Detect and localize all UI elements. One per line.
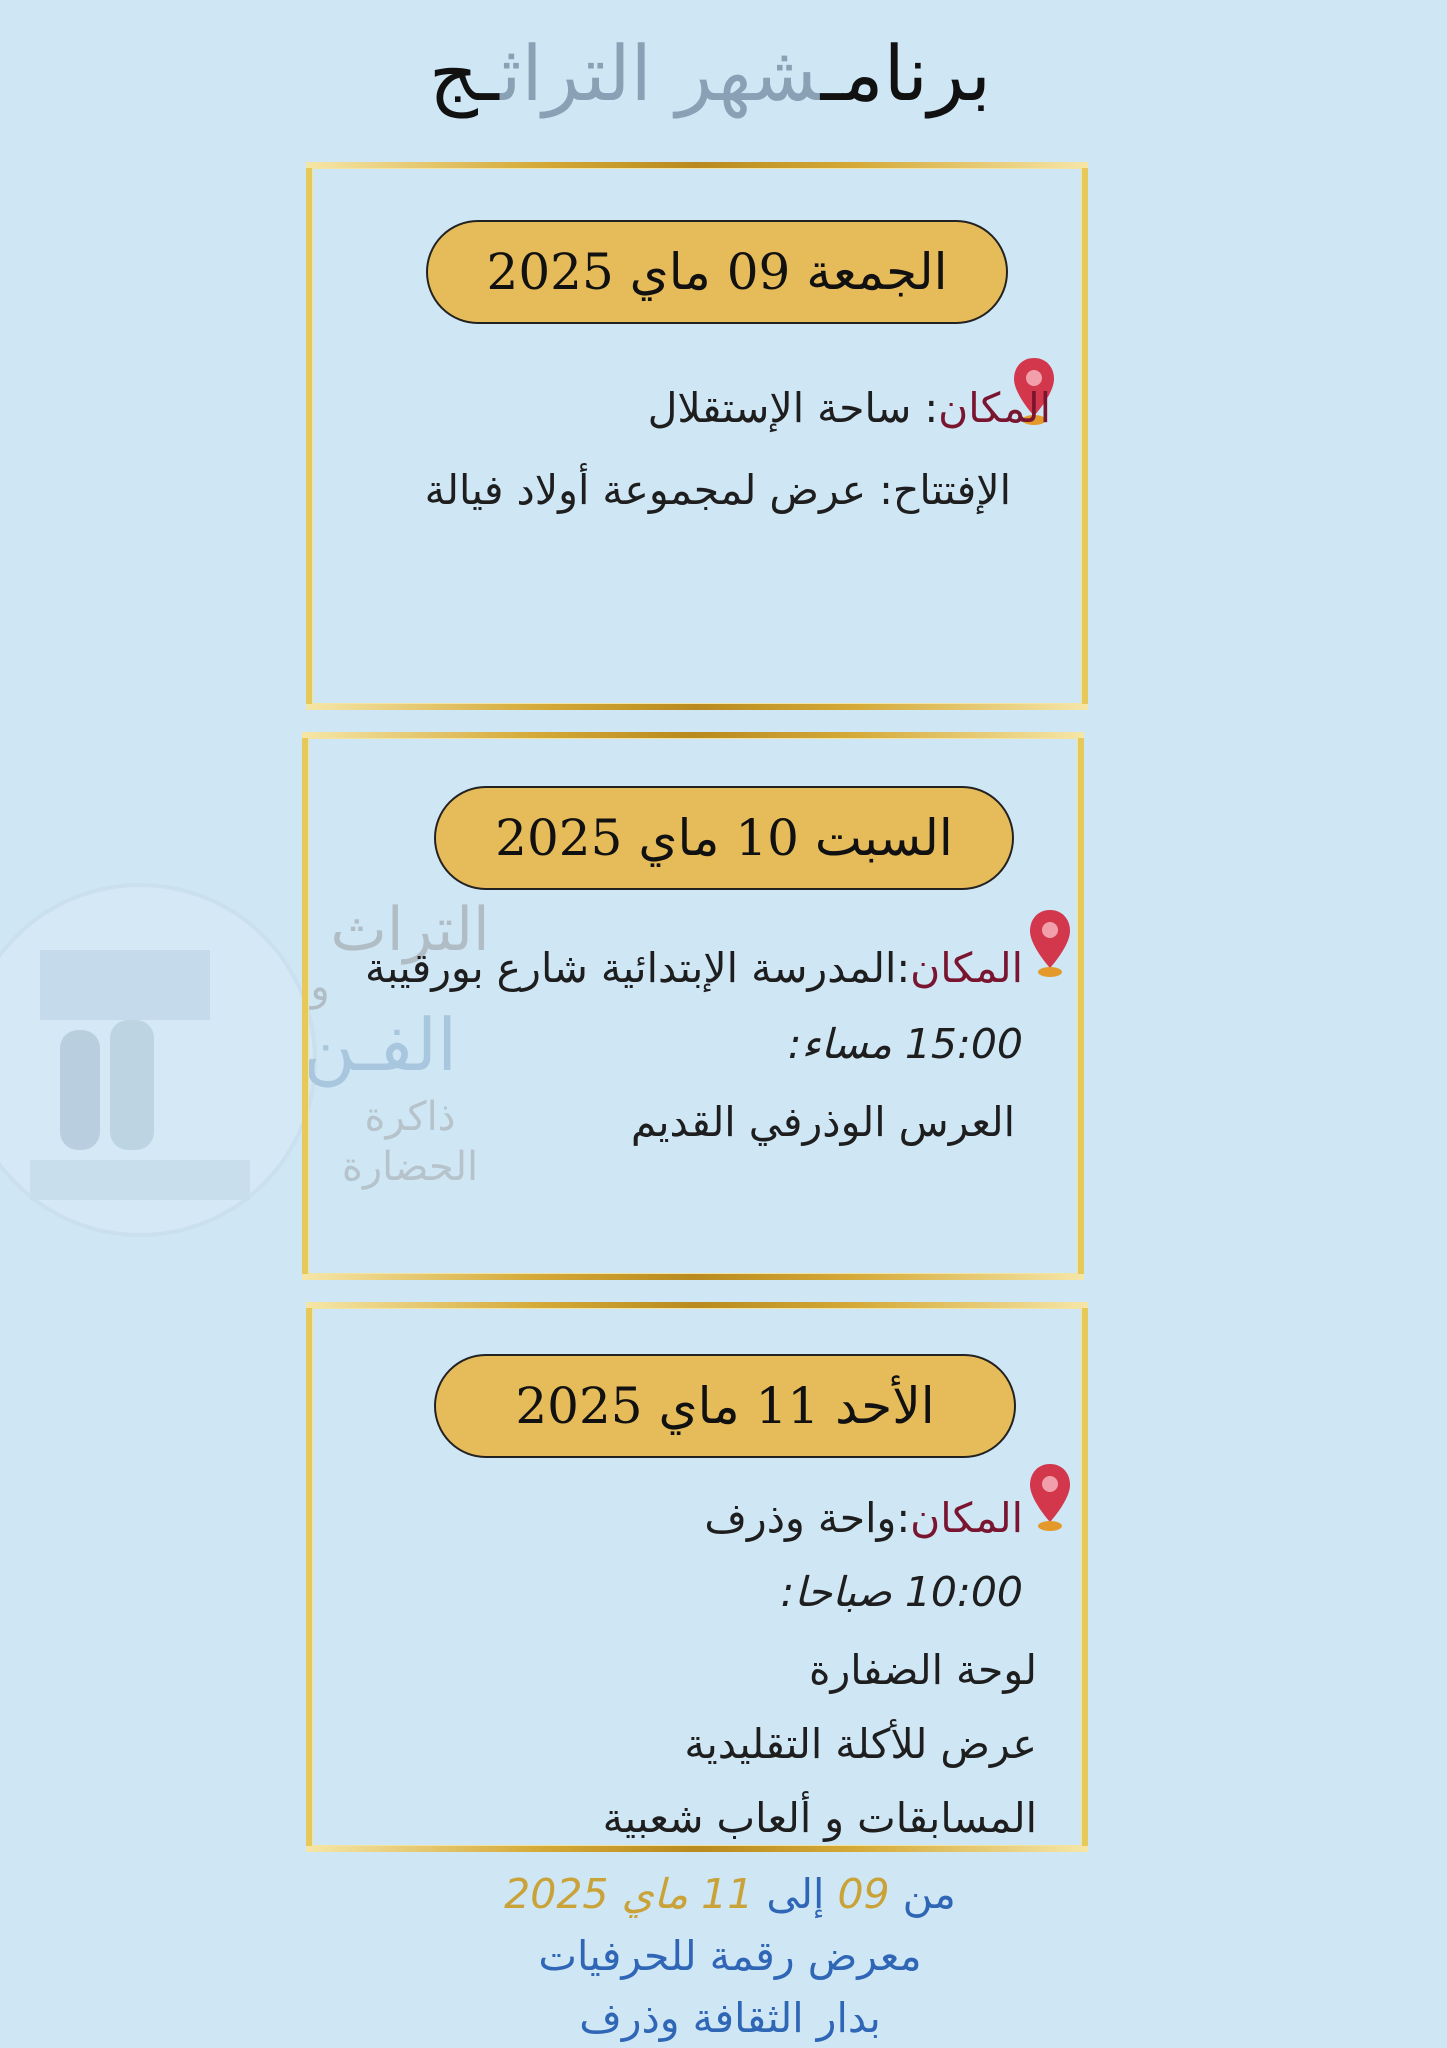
footer-line-2: معرض رقمة للحرفيات xyxy=(538,1932,922,1980)
location-pin-icon xyxy=(1028,1462,1072,1534)
event-line: لوحة الضفارة xyxy=(809,1646,1037,1694)
date-pill-1: الجمعة 09 ماي 2025 xyxy=(426,220,1008,324)
time-row: 15:00 مساء: xyxy=(787,1020,1023,1068)
watermark-text-3: الفـن xyxy=(302,1003,458,1087)
card-edge-bottom xyxy=(306,1846,1088,1852)
title-part3: ـج xyxy=(428,29,501,118)
date-pill-3: الأحد 11 ماي 2025 xyxy=(434,1354,1016,1458)
card-edge-top xyxy=(306,162,1088,168)
event-line: المسابقات و ألعاب شعبية xyxy=(602,1794,1037,1842)
watermark-text-4: ذاكرة xyxy=(364,1094,456,1140)
location-pin-icon xyxy=(1028,908,1072,980)
event-line: العرس الوذرفي القديم xyxy=(630,1098,1015,1146)
place-label: المكان xyxy=(910,944,1023,992)
place-row-2 xyxy=(365,940,1023,996)
place-label: المكان xyxy=(938,384,1051,432)
footer-line-1 xyxy=(420,1866,1040,1922)
card-edge-bottom xyxy=(306,704,1088,710)
place-value: :واحة وذرف xyxy=(704,1494,911,1542)
title-accent: شهر التراث xyxy=(500,29,821,118)
title-part1: برنا xyxy=(883,29,992,118)
card-edge-top xyxy=(306,1302,1088,1308)
event-line: الإفتتاح: عرض لمجموعة أولاد فيالة xyxy=(424,466,1011,514)
time-row: 10:00 صباحا: xyxy=(780,1568,1023,1616)
card-edge-top xyxy=(302,732,1084,738)
watermark-text-5: الحضارة xyxy=(341,1144,479,1190)
watermark-text-1: التراث xyxy=(330,895,490,965)
watermark-text-2: و xyxy=(310,964,330,1010)
footer-date-2: 11 ماي 2025 xyxy=(504,1870,754,1918)
place-value: : ساحة الإستقلال xyxy=(647,384,939,432)
card-edge-bottom xyxy=(302,1274,1084,1280)
place-row-3 xyxy=(704,1490,1023,1546)
date-pill-2: السبت 10 ماي 2025 xyxy=(434,786,1014,890)
footer-line-3: بدار الثقافة وذرف xyxy=(579,1994,881,2042)
page-title xyxy=(380,14,1040,134)
footer-from: من xyxy=(902,1870,956,1918)
place-row-1 xyxy=(648,380,1051,436)
title-part2: مـ xyxy=(820,29,884,118)
footer-to: إلى xyxy=(766,1870,825,1918)
event-line: عرض للأكلة التقليدية xyxy=(684,1720,1037,1768)
place-value: :المدرسة الإبتدائية شارع بورقيبة xyxy=(364,944,911,992)
footer-date-1: 09 xyxy=(837,1870,890,1918)
place-label: المكان xyxy=(910,1494,1023,1542)
